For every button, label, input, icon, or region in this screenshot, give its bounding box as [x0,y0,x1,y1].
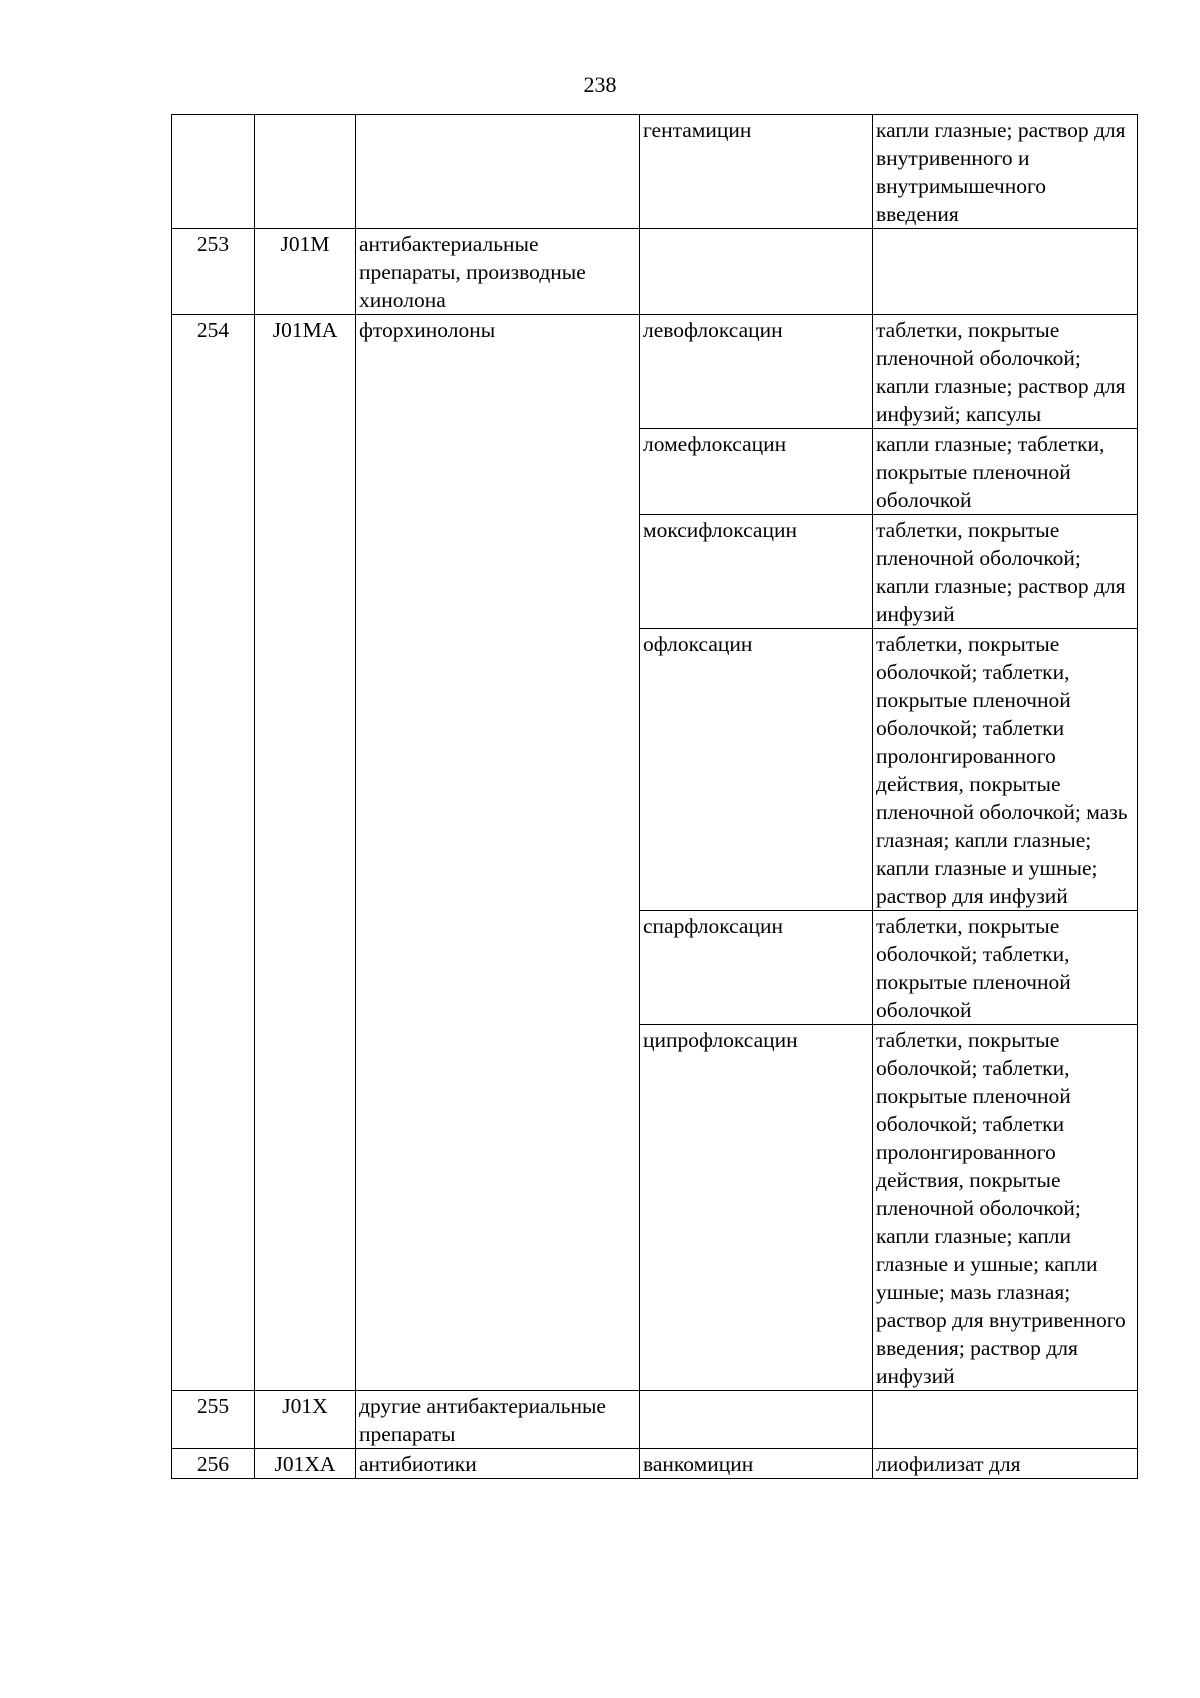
form-cell: таблетки, покрытые оболочкой; таблетки, покрытые пленочной оболочкой; таблетки пролонгированного действия, покрытые пленочной оболочкой; мазь глазная; капли глазные; капли глазные и ушные; раствор для инфузий [873,629,1138,911]
table-row [172,229,1138,315]
row-number-cell: 253 [172,229,255,315]
form-cell: капли глазные; раствор для внутривенного и внутримышечного введения [873,115,1138,229]
page-number: 238 [583,72,617,97]
drug-cell: офлоксацин [640,629,873,911]
drug-cell: левофлоксацин [640,315,873,429]
drug-cell [640,229,873,315]
drug-cell: моксифлоксацин [640,515,873,629]
group-cell: антибиотики [356,1449,640,1479]
form-cell [873,1391,1138,1449]
drug-cell: гентамицин [640,115,873,229]
atc-code-cell: J01XA [255,1449,356,1479]
atc-code-cell: J01MA [255,315,356,1391]
drug-cell: спарфлоксацин [640,911,873,1025]
form-cell [873,229,1138,315]
drug-cell [640,1391,873,1449]
drug-cell: ципрофлоксацин [640,1025,873,1391]
atc-code-cell: J01X [255,1391,356,1449]
table-row [172,315,1138,429]
group-cell: фторхинолоны [356,315,640,1391]
group-cell: другие антибактериальные препараты [356,1391,640,1449]
form-cell: таблетки, покрытые оболочкой; таблетки, покрытые пленочной оболочкой; таблетки пролонгированного действия, покрытые пленочной оболочкой; капли глазные; капли глазные и ушные; капли ушные; мазь глазная; раствор для внутривенного введения; раствор для инфузий [873,1025,1138,1391]
drug-cell: ломефлоксацин [640,429,873,515]
form-cell: таблетки, покрытые пленочной оболочкой; капли глазные; раствор для инфузий; капсулы [873,315,1138,429]
atc-code-cell: J01M [255,229,356,315]
row-number-cell: 255 [172,1391,255,1449]
table-row [172,115,1138,229]
table-row [172,1449,1138,1479]
form-cell: таблетки, покрытые оболочкой; таблетки, покрытые пленочной оболочкой [873,911,1138,1025]
form-cell: таблетки, покрытые пленочной оболочкой; капли глазные; раствор для инфузий [873,515,1138,629]
row-number-cell: 256 [172,1449,255,1479]
row-number-cell: 254 [172,315,255,1391]
atc-code-cell [255,115,356,229]
drug-cell: ванкомицин [640,1449,873,1479]
drug-table [171,114,1138,1479]
form-cell: лиофилизат для [873,1449,1138,1479]
group-cell [356,115,640,229]
table-row [172,1391,1138,1449]
group-cell: антибактериальные препараты, производные хинолона [356,229,640,315]
row-number-cell [172,115,255,229]
form-cell: капли глазные; таблетки, покрытые пленочной оболочкой [873,429,1138,515]
